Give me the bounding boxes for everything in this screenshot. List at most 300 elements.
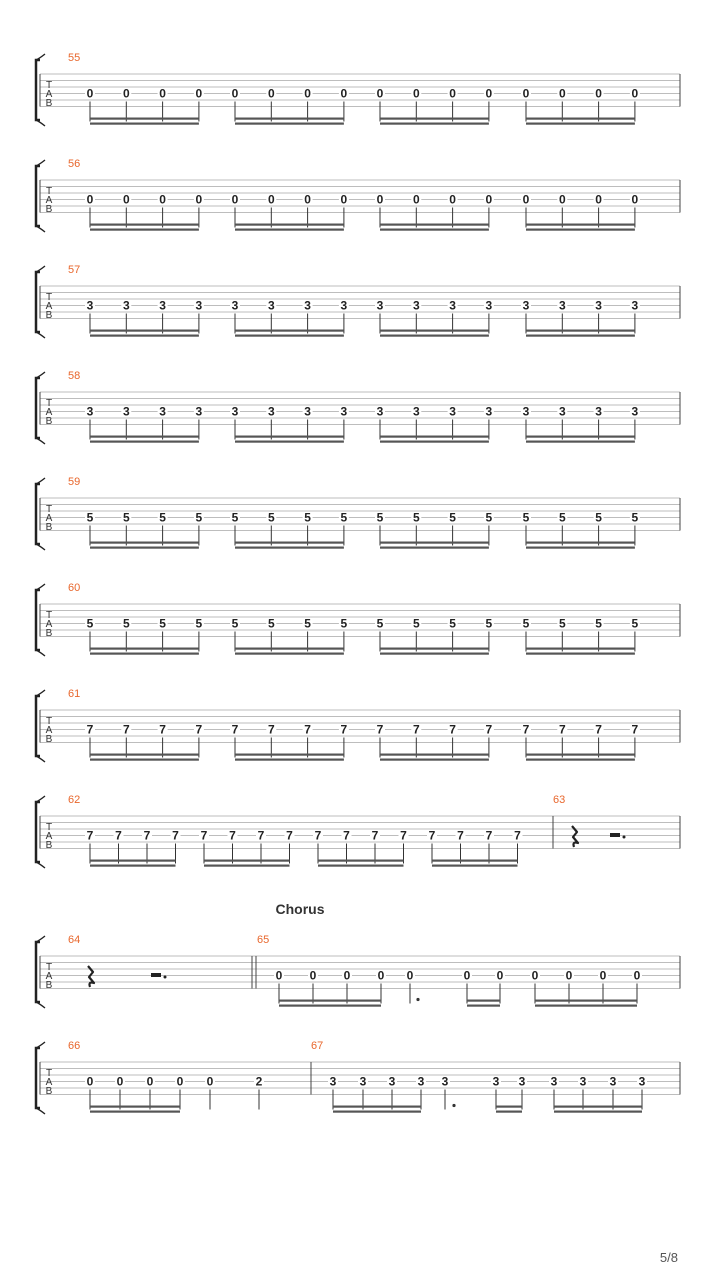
beam	[90, 224, 199, 226]
fret-number: 5	[159, 510, 166, 525]
beam	[235, 754, 344, 756]
fret-number: 3	[441, 1074, 449, 1089]
fret-number: 7	[485, 828, 493, 843]
beam	[235, 759, 344, 761]
tab-letter: A	[45, 195, 53, 206]
fret-number: 5	[412, 510, 420, 525]
beam	[90, 123, 199, 125]
fret-number: 5	[376, 616, 384, 631]
fret-number: 7	[400, 828, 407, 843]
half-rest-icon	[151, 973, 161, 977]
beam	[90, 118, 199, 120]
tab-system	[36, 901, 680, 1008]
bracket-hook-top	[36, 54, 45, 60]
tab-letter: A	[45, 725, 53, 736]
tab-letter: T	[45, 1068, 53, 1079]
fret-number: 0	[412, 192, 420, 207]
tab-letter: T	[45, 504, 53, 515]
fret-number: 5	[195, 616, 203, 631]
beam	[526, 224, 635, 226]
fret-number: 0	[565, 968, 573, 983]
measure-number: 66	[68, 1040, 81, 1052]
measure	[68, 370, 640, 443]
fret-number: 0	[231, 86, 239, 101]
beam	[90, 759, 199, 761]
fret-number: 3	[340, 298, 348, 313]
fret-number: 5	[595, 510, 602, 525]
fret-number: 7	[343, 828, 350, 843]
measure-number: 62	[68, 794, 81, 806]
tab-system	[36, 370, 680, 444]
fret-number: 0	[631, 86, 639, 101]
beam	[380, 229, 489, 231]
tab-staff	[36, 796, 680, 868]
fret-number: 5	[376, 510, 384, 525]
fret-number: 7	[428, 828, 436, 843]
tab-staff	[36, 936, 680, 1008]
tab-letter: B	[45, 522, 53, 533]
fret-number: 3	[388, 1074, 396, 1089]
fret-number: 5	[122, 510, 130, 525]
fret-number: 3	[304, 298, 311, 313]
fret-number: 5	[86, 510, 94, 525]
fret-number: 5	[340, 510, 348, 525]
fret-number: 0	[496, 968, 504, 983]
beam	[235, 224, 344, 226]
fret-number: 3	[631, 298, 639, 313]
system-bracket	[36, 484, 40, 544]
fret-number: 7	[143, 828, 151, 843]
fret-number: 7	[371, 828, 379, 843]
fret-number: 0	[377, 968, 385, 983]
tab-staff	[36, 690, 680, 762]
tab-letter: A	[45, 831, 53, 842]
bracket-hook-bottom	[36, 544, 45, 550]
fret-number: 3	[558, 404, 566, 419]
fret-number: 5	[631, 616, 639, 631]
measure	[68, 582, 640, 655]
system-bracket	[36, 60, 40, 120]
fret-number: 0	[631, 192, 639, 207]
beam	[554, 1106, 642, 1108]
fret-number: 5	[449, 616, 456, 631]
tab-letter: B	[45, 980, 53, 991]
measure-number: 59	[68, 476, 81, 488]
fret-number: 3	[638, 1074, 646, 1089]
fret-number: 3	[518, 1074, 526, 1089]
measure-number: 55	[68, 52, 81, 64]
fret-number: 5	[449, 510, 456, 525]
fret-number: 3	[122, 404, 130, 419]
fret-number: 0	[275, 968, 283, 983]
fret-number: 7	[376, 722, 384, 737]
fret-number: 7	[631, 722, 639, 737]
fret-number: 0	[176, 1074, 184, 1089]
fret-number: 7	[286, 828, 293, 843]
beam	[526, 229, 635, 231]
tab-staff	[36, 372, 680, 444]
fret-number: 0	[122, 86, 130, 101]
beam	[526, 759, 635, 761]
tab-system	[36, 1040, 680, 1114]
fret-number: 0	[267, 86, 275, 101]
page-number: 5/8	[659, 1250, 678, 1265]
beam	[380, 759, 489, 761]
fret-number: 3	[195, 298, 203, 313]
fret-number: 5	[558, 510, 566, 525]
tab-letter: T	[45, 186, 53, 197]
measure	[68, 934, 167, 987]
beam	[526, 653, 635, 655]
fret-number: 3	[267, 404, 275, 419]
fret-number: 0	[449, 86, 456, 101]
tab-system	[36, 476, 680, 550]
fret-number: 5	[412, 616, 420, 631]
fret-number: 3	[595, 404, 602, 419]
beam	[90, 229, 199, 231]
beam	[380, 542, 489, 544]
measure-number: 65	[257, 934, 270, 946]
fret-number: 3	[595, 298, 602, 313]
beam	[380, 118, 489, 120]
tab-letter: B	[45, 840, 53, 851]
fret-number: 0	[463, 968, 471, 983]
fret-number: 0	[406, 968, 414, 983]
fret-number: 0	[116, 1074, 124, 1089]
bracket-hook-bottom	[36, 756, 45, 762]
measure	[252, 934, 642, 1007]
tab-staff	[36, 266, 680, 338]
fret-number: 3	[159, 404, 166, 419]
fret-number: 5	[267, 616, 275, 631]
measure	[311, 1040, 647, 1113]
measure-number: 56	[68, 158, 81, 170]
measure	[553, 794, 626, 849]
beam	[380, 330, 489, 332]
beam	[380, 653, 489, 655]
beam	[526, 118, 635, 120]
fret-number: 0	[633, 968, 641, 983]
bracket-hook-bottom	[36, 650, 45, 656]
fret-number: 5	[485, 510, 493, 525]
beam	[235, 330, 344, 332]
system-bracket	[36, 272, 40, 332]
tab-system	[36, 688, 680, 762]
beam	[496, 1106, 522, 1108]
beam	[467, 1000, 500, 1002]
bracket-hook-top	[36, 584, 45, 590]
tab-letter: A	[45, 619, 53, 630]
beam	[235, 229, 344, 231]
fret-number: 0	[304, 192, 311, 207]
tab-letter: B	[45, 98, 53, 109]
measure	[68, 52, 640, 125]
measure-number: 57	[68, 264, 81, 276]
fret-number: 0	[122, 192, 130, 207]
tab-letter: A	[45, 407, 53, 418]
fret-number: 7	[449, 722, 456, 737]
fret-number: 7	[86, 722, 94, 737]
beam	[380, 123, 489, 125]
fret-number: 5	[267, 510, 275, 525]
fret-number: 7	[122, 722, 130, 737]
fret-number: 3	[485, 404, 493, 419]
tab-letter: A	[45, 301, 53, 312]
tab-system	[36, 52, 680, 126]
fret-number: 0	[449, 192, 456, 207]
tab-letter: T	[45, 398, 53, 409]
fret-number: 3	[492, 1074, 500, 1089]
fret-number: 3	[231, 298, 239, 313]
beam	[432, 860, 518, 862]
tab-letter: T	[45, 610, 53, 621]
half-rest-icon	[610, 833, 620, 837]
fret-number: 0	[558, 192, 566, 207]
beam	[90, 865, 176, 867]
bracket-hook-bottom	[36, 1108, 45, 1114]
system-bracket	[36, 802, 40, 862]
bracket-hook-top	[36, 266, 45, 272]
fret-number: 0	[340, 86, 348, 101]
fret-number: 3	[579, 1074, 587, 1089]
fret-number: 0	[343, 968, 351, 983]
beam	[90, 1106, 180, 1108]
beam	[380, 547, 489, 549]
measure-number: 60	[68, 582, 81, 594]
fret-number: 3	[122, 298, 130, 313]
fret-number: 7	[485, 722, 493, 737]
bracket-hook-top	[36, 478, 45, 484]
beam	[279, 1005, 381, 1007]
fret-number: 5	[340, 616, 348, 631]
fret-number: 0	[195, 86, 203, 101]
fret-number: 5	[631, 510, 639, 525]
fret-number: 3	[412, 298, 420, 313]
fret-number: 0	[376, 192, 384, 207]
bracket-hook-bottom	[36, 332, 45, 338]
tab-letter: B	[45, 204, 53, 215]
system-bracket	[36, 378, 40, 438]
tab-system	[36, 794, 680, 868]
bracket-hook-bottom	[36, 1002, 45, 1008]
beam	[90, 547, 199, 549]
bracket-hook-bottom	[36, 438, 45, 444]
beam	[90, 1111, 180, 1113]
measure-number: 61	[68, 688, 81, 700]
fret-number: 3	[86, 404, 94, 419]
tab-staff	[36, 478, 680, 550]
fret-number: 3	[304, 404, 311, 419]
tab-staff	[36, 54, 680, 126]
bracket-hook-top	[36, 690, 45, 696]
beam	[380, 648, 489, 650]
fret-number: 3	[195, 404, 203, 419]
beam	[526, 547, 635, 549]
fret-number: 0	[146, 1074, 154, 1089]
fret-number: 7	[340, 722, 348, 737]
tab-letter: A	[45, 513, 53, 524]
tab-system	[36, 158, 680, 232]
fret-number: 5	[304, 616, 311, 631]
bracket-hook-top	[36, 796, 45, 802]
tab-letter: B	[45, 734, 53, 745]
beam	[467, 1005, 500, 1007]
system-bracket	[36, 696, 40, 756]
fret-number: 0	[340, 192, 348, 207]
fret-number: 7	[457, 828, 464, 843]
fret-number: 7	[159, 722, 166, 737]
fret-number: 3	[159, 298, 166, 313]
fret-number: 3	[231, 404, 239, 419]
fret-number: 0	[267, 192, 275, 207]
tab-system	[36, 264, 680, 338]
beam	[496, 1111, 522, 1113]
fret-number: 3	[329, 1074, 337, 1089]
beam	[204, 865, 290, 867]
system-bracket	[36, 942, 40, 1002]
fret-number: 7	[304, 722, 311, 737]
beam	[318, 865, 404, 867]
measure-number: 64	[68, 934, 81, 946]
tab-letter: B	[45, 1086, 53, 1097]
tab-letter: T	[45, 80, 53, 91]
fret-number: 0	[531, 968, 539, 983]
fret-number: 7	[522, 722, 530, 737]
bracket-hook-top	[36, 936, 45, 942]
fret-number: 0	[231, 192, 239, 207]
bracket-hook-bottom	[36, 226, 45, 232]
fret-number: 5	[231, 616, 239, 631]
fret-number: 0	[485, 192, 493, 207]
tab-letter: A	[45, 971, 53, 982]
fret-number: 5	[86, 616, 94, 631]
beam	[318, 860, 404, 862]
fret-number: 7	[558, 722, 566, 737]
fret-number: 0	[195, 192, 203, 207]
tab-letter: B	[45, 628, 53, 639]
beam	[235, 123, 344, 125]
fret-number: 2	[255, 1074, 263, 1089]
beam	[90, 542, 199, 544]
beam	[380, 441, 489, 443]
fret-number: 3	[609, 1074, 617, 1089]
fret-number: 0	[159, 86, 166, 101]
fret-number: 0	[599, 968, 607, 983]
fret-number: 7	[231, 722, 239, 737]
fret-number: 7	[195, 722, 203, 737]
measure	[68, 476, 640, 549]
rest-dot	[164, 976, 167, 979]
beam	[380, 754, 489, 756]
beam	[90, 330, 199, 332]
measure	[68, 264, 640, 337]
fret-number: 3	[376, 404, 384, 419]
measure	[68, 794, 523, 867]
fret-number: 0	[558, 86, 566, 101]
augmentation-dot	[452, 1104, 455, 1107]
fret-number: 3	[522, 404, 530, 419]
beam	[526, 441, 635, 443]
fret-number: 5	[522, 510, 530, 525]
beam	[333, 1106, 421, 1108]
bracket-hook-top	[36, 160, 45, 166]
beam	[235, 335, 344, 337]
beam	[90, 441, 199, 443]
fret-number: 5	[558, 616, 566, 631]
beam	[526, 335, 635, 337]
fret-number: 3	[359, 1074, 367, 1089]
tab-staff	[36, 584, 680, 656]
fret-number: 7	[412, 722, 420, 737]
fret-number: 3	[417, 1074, 425, 1089]
fret-number: 0	[522, 86, 530, 101]
beam	[526, 123, 635, 125]
measure-number: 58	[68, 370, 81, 382]
fret-number: 0	[485, 86, 493, 101]
beam	[90, 860, 176, 862]
fret-number: 3	[86, 298, 94, 313]
beam	[333, 1111, 421, 1113]
measure	[68, 158, 640, 231]
bracket-hook-bottom	[36, 862, 45, 868]
beam	[526, 648, 635, 650]
measure-number: 67	[311, 1040, 324, 1052]
section-label: Chorus	[275, 901, 325, 917]
beam	[554, 1111, 642, 1113]
augmentation-dot	[416, 998, 419, 1001]
bracket-hook-top	[36, 372, 45, 378]
fret-number: 7	[514, 828, 521, 843]
fret-number: 5	[231, 510, 239, 525]
fret-number: 0	[595, 192, 602, 207]
fret-number: 5	[159, 616, 166, 631]
fret-number: 0	[412, 86, 420, 101]
system-bracket	[36, 1048, 40, 1108]
tab-letter: B	[45, 416, 53, 427]
fret-number: 7	[314, 828, 322, 843]
bracket-hook-top	[36, 1042, 45, 1048]
beam	[90, 754, 199, 756]
system-bracket	[36, 590, 40, 650]
fret-number: 7	[172, 828, 179, 843]
beam	[90, 436, 199, 438]
beam	[526, 330, 635, 332]
tab-letter: T	[45, 292, 53, 303]
fret-number: 3	[550, 1074, 558, 1089]
system-bracket	[36, 166, 40, 226]
fret-number: 0	[86, 192, 94, 207]
beam	[526, 436, 635, 438]
tab-system	[36, 582, 680, 656]
beam	[90, 648, 199, 650]
fret-number: 7	[257, 828, 265, 843]
beam	[235, 648, 344, 650]
fret-number: 5	[485, 616, 493, 631]
fret-number: 0	[522, 192, 530, 207]
fret-number: 3	[485, 298, 493, 313]
beam	[90, 653, 199, 655]
fret-number: 0	[206, 1074, 214, 1089]
fret-number: 7	[595, 722, 602, 737]
fret-number: 5	[304, 510, 311, 525]
fret-number: 0	[595, 86, 602, 101]
beam	[235, 542, 344, 544]
tab-letter: A	[45, 1077, 53, 1088]
fret-number: 3	[449, 298, 456, 313]
measure-number: 63	[553, 794, 566, 806]
fret-number: 3	[340, 404, 348, 419]
fret-number: 0	[86, 86, 94, 101]
